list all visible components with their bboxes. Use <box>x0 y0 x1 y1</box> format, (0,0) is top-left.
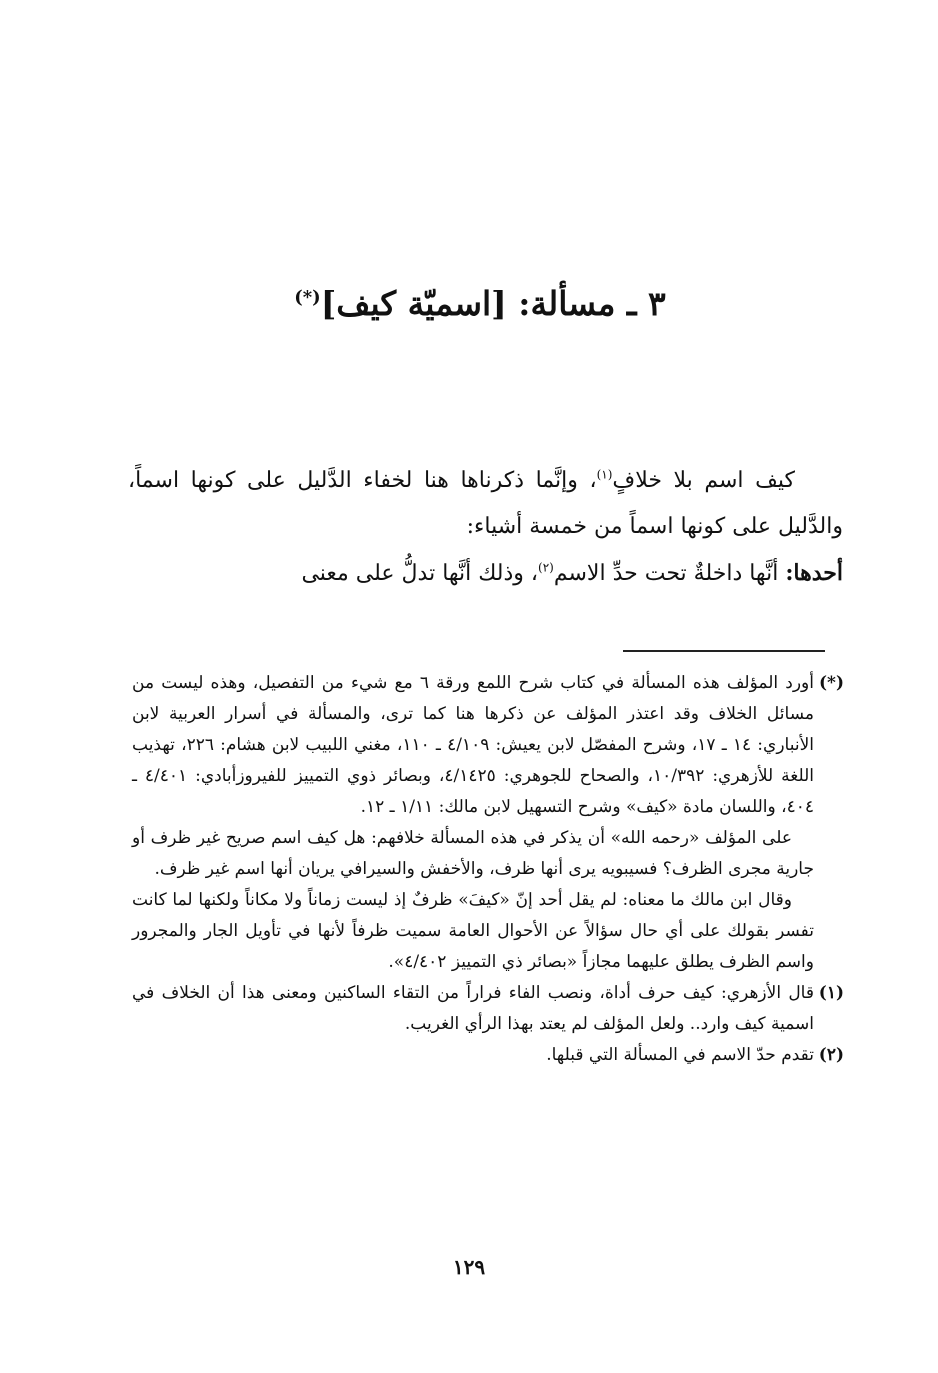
footnotes <box>132 668 844 1071</box>
footnote-star-para-2: على المؤلف «رحمه الله» أن يذكر في هذه المسألة خلافهم: هل كيف اسم صريح غير ظرف أو جارية مجرى الظرف؟ فسيبويه يرى أنها ظرف، والأخفش والسيرافي يريان أنها اسم غير ظرف. <box>132 828 814 879</box>
footnote-ref-2: (٢) <box>538 560 554 575</box>
paragraph-1-rest: ، وإنَّما ذكرناها هنا لخفاء الدَّليل على كونها اسماً، والدَّليل على كونها اسماً من خمسة أشياء: <box>128 468 843 539</box>
main-text <box>128 458 843 597</box>
footnote-1 <box>132 978 844 1040</box>
footnote-ref-1: (١) <box>596 467 613 482</box>
page-number: ١٢٩ <box>452 1255 486 1279</box>
paragraph-1-text: كيف اسم بلا خلافٍ <box>612 468 795 493</box>
footnote-star-marker: (*) <box>819 673 844 693</box>
footnote-2-text: تقدم حدّ الاسم في المسألة التي قبلها. <box>546 1045 814 1065</box>
footnote-separator <box>623 650 825 652</box>
footnote-star-para-3: وقال ابن مالك ما معناه: لم يقل أحد إنّ «كيفَ» ظرفٌ إذ ليست زماناً ولا مكاناً ولكنها لما كانت تفسر بقولك على أي حال سؤالاً عن الأحوال العامة سميت ظرفاً لأنها في تأويل الجار والمجرور واسم الظرف يطلق عليهما مجازاً «بصائر ذي التمييز ٤/٤٠٢». <box>132 890 814 972</box>
footnote-star-para-1: أورد المؤلف هذه المسألة في كتاب شرح اللمع ورقة ٦ مع شيء من التفصيل، وهذه ليست من مسائل الخلاف وقد اعتذر المؤلف عن ذكرها هنا كما ترى، والمسألة في أسرار العربية لابن الأنباري: ١٤ ـ ١٧، وشرح المفصّل لابن يعيش: ٤/١٠٩ ـ ١١٠، مغني اللبيب لابن هشام: ٢٢٦، تهذيب اللغة للأزهري: ١٠/٣٩٢، والصحاح للجوهري: ٤/١٤٢٥، وبصائر ذوي التمييز للفيروزأبادي: ٤/٤٠١ ـ ٤٠٤، واللسان مادة «كيف» وشرح التسهيل لابن مالك: ١/١١ ـ ١٢. <box>132 673 814 817</box>
paragraph-1 <box>128 458 843 550</box>
footnote-2-marker: (٢) <box>818 1045 844 1065</box>
paragraph-2-lead: أحدها: <box>785 560 843 586</box>
footnote-star <box>132 668 844 978</box>
section-heading-text: ٣ ـ مسألة: [اسميّة كيف] <box>320 284 666 323</box>
heading-footnote-marker: (*) <box>294 287 321 308</box>
footnote-2 <box>132 1040 844 1071</box>
paragraph-2-rest: ، وذلك أنَّها تدلُّ على معنى <box>301 561 539 586</box>
footnote-1-text: قال الأزهري: كيف حرف أداة، ونصب الفاء فراراً من التقاء الساكنين ومعنى هذا أن الخلاف في اسمية كيف وارد.. ولعل المؤلف لم يعتد بهذا الرأي الغريب. <box>132 983 814 1034</box>
paragraph-2-text: أنَّها داخلةٌ تحت حدِّ الاسم <box>553 561 786 586</box>
section-heading <box>130 280 830 328</box>
paragraph-2 <box>128 550 843 597</box>
footnote-1-marker: (١) <box>818 983 844 1003</box>
